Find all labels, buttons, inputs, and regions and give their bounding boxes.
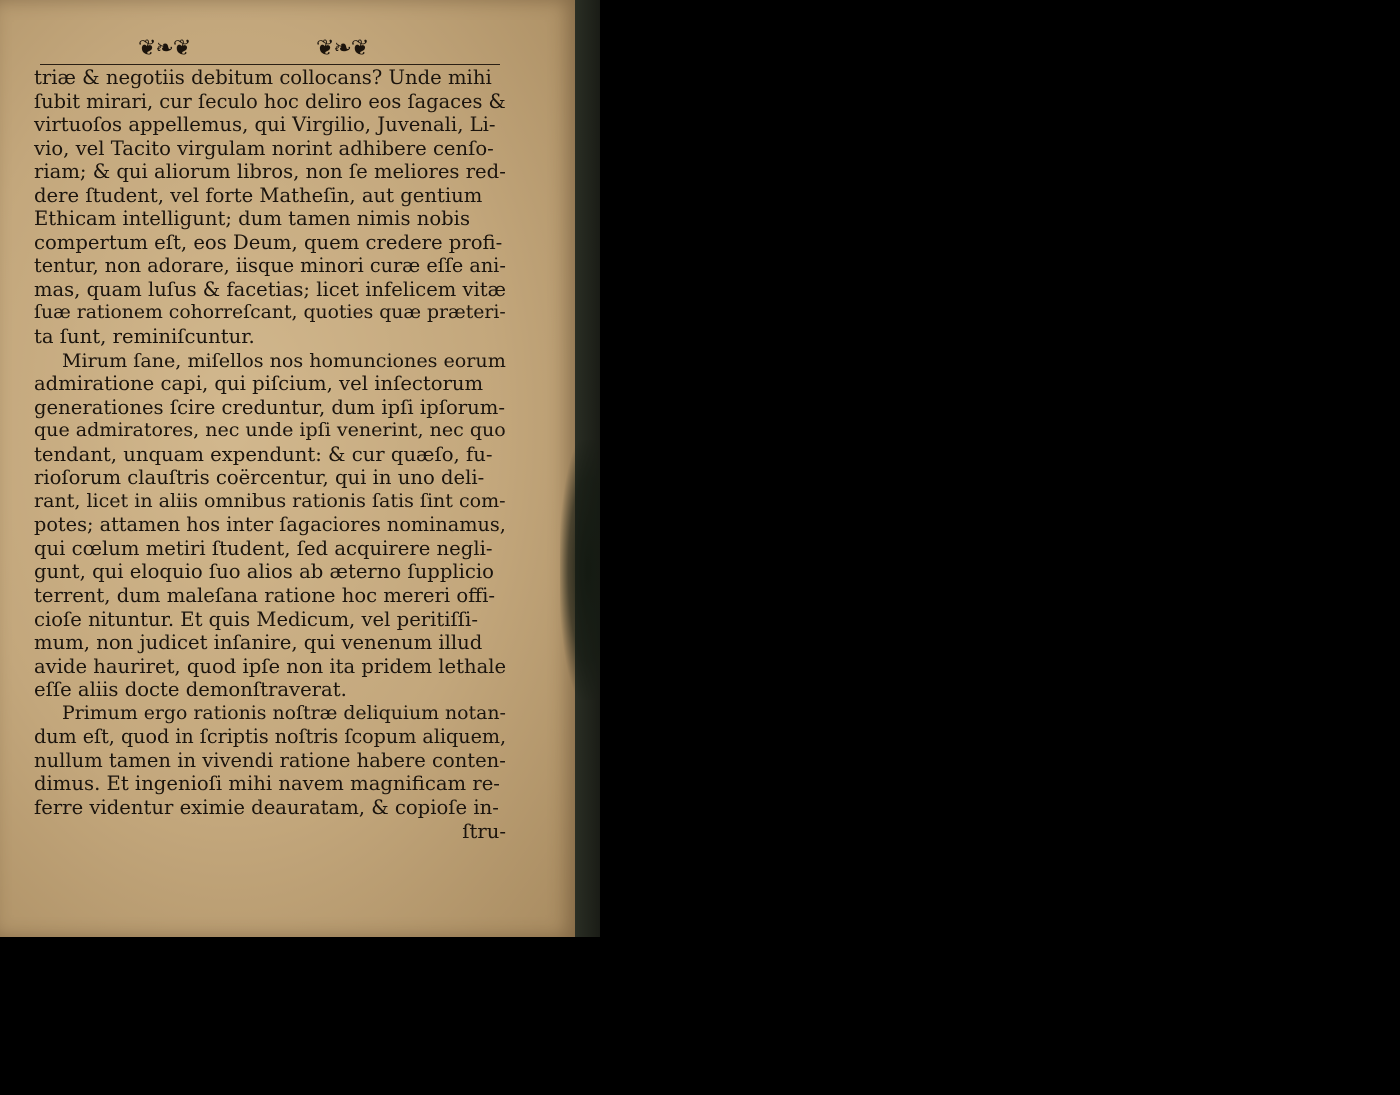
text-line: tentur, non adorare, iisque minori curæ eſſe ani-	[34, 254, 506, 278]
text-line: eſſe aliis docte demonſtraverat.	[34, 678, 347, 702]
text-line: vio, vel Tacito virgulam norint adhibere cenſo-	[34, 136, 494, 160]
text-line: gunt, qui eloquio ſuo alios ab æterno ſupplicio	[34, 560, 494, 584]
text-line: dere ſtudent, vel forte Matheſin, aut gentium	[34, 183, 483, 207]
text-line: potes; attamen hos inter ſagaciores nominamus,	[34, 513, 506, 537]
text-line: admiratione capi, qui piſcium, vel inſectorum	[34, 372, 484, 396]
text-line: que admiratores, nec unde ipſi venerint, nec quo	[34, 419, 506, 442]
page-edge-shadow	[560, 440, 600, 700]
text-line: qui cœlum metiri ſtudent, ſed acquirere negli-	[34, 536, 493, 560]
text-line: nullum tamen in vivendi ratione habere conten-	[34, 748, 506, 772]
text-line: tendant, unquam expendunt: & cur quæſo, fu-	[34, 442, 493, 466]
text-line: ferre videntur eximie deauratam, & copioſe in-	[34, 795, 499, 819]
text-line: compertum eſt, eos Deum, quem credere profi-	[34, 230, 503, 254]
text-line: avide hauriret, quod ipſe non ita pridem lethale	[34, 654, 507, 678]
book-page	[0, 0, 575, 937]
catchword: ſtru-	[462, 819, 506, 843]
text-line: generationes ſcire creduntur, dum ipſi ipſorum-	[34, 395, 505, 419]
text-line: rioſorum clauſtris coërcentur, qui in uno deli-	[34, 466, 485, 490]
text-line: ſubit mirari, cur ſeculo hoc deliro eos ſagaces &	[34, 89, 506, 113]
page-body-text	[34, 66, 506, 843]
page-header	[40, 36, 500, 70]
text-line: riam; & qui aliorum libros, non ſe meliores red-	[34, 160, 506, 184]
header-ornament-right: ❦❧❦	[316, 36, 369, 61]
paragraph-start-line: Primum ergo rationis noſtræ deliquium notan-	[62, 701, 506, 724]
paragraph-start-line: Mirum ſane, miſellos nos homunciones eorum	[62, 348, 506, 372]
text-line: cioſe nituntur. Et quis Medicum, vel peritiſſi-	[34, 607, 478, 631]
text-line: mas, quam luſus & facetias; licet infelicem vitæ	[34, 277, 506, 301]
text-line: ſuæ rationem cohorreſcant, quoties quæ præteri-	[34, 302, 506, 324]
text-line: dimus. Et ingenioſi mihi navem magnificam re-	[34, 772, 500, 796]
text-line: ta ſunt, reminiſcuntur.	[34, 325, 255, 349]
text-line: mum, non judicet inſanire, qui venenum illud	[34, 631, 483, 655]
header-ornament-left: ❦❧❦	[138, 36, 191, 61]
text-line: triæ & negotiis debitum collocans? Unde mihi	[34, 66, 492, 89]
header-rule	[40, 64, 500, 65]
text-line: terrent, dum maleſana ratione hoc mereri offi-	[34, 584, 495, 608]
text-line: rant, licet in aliis omnibus rationis ſatis ſint com-	[34, 489, 506, 512]
text-line: dum eſt, quod in ſcriptis noſtris ſcopum aliquem,	[34, 725, 507, 749]
text-line: Ethicam intelligunt; dum tamen nimis nobis	[34, 207, 471, 231]
text-line: virtuoſos appellemus, qui Virgilio, Juvenali, Li-	[34, 113, 496, 137]
